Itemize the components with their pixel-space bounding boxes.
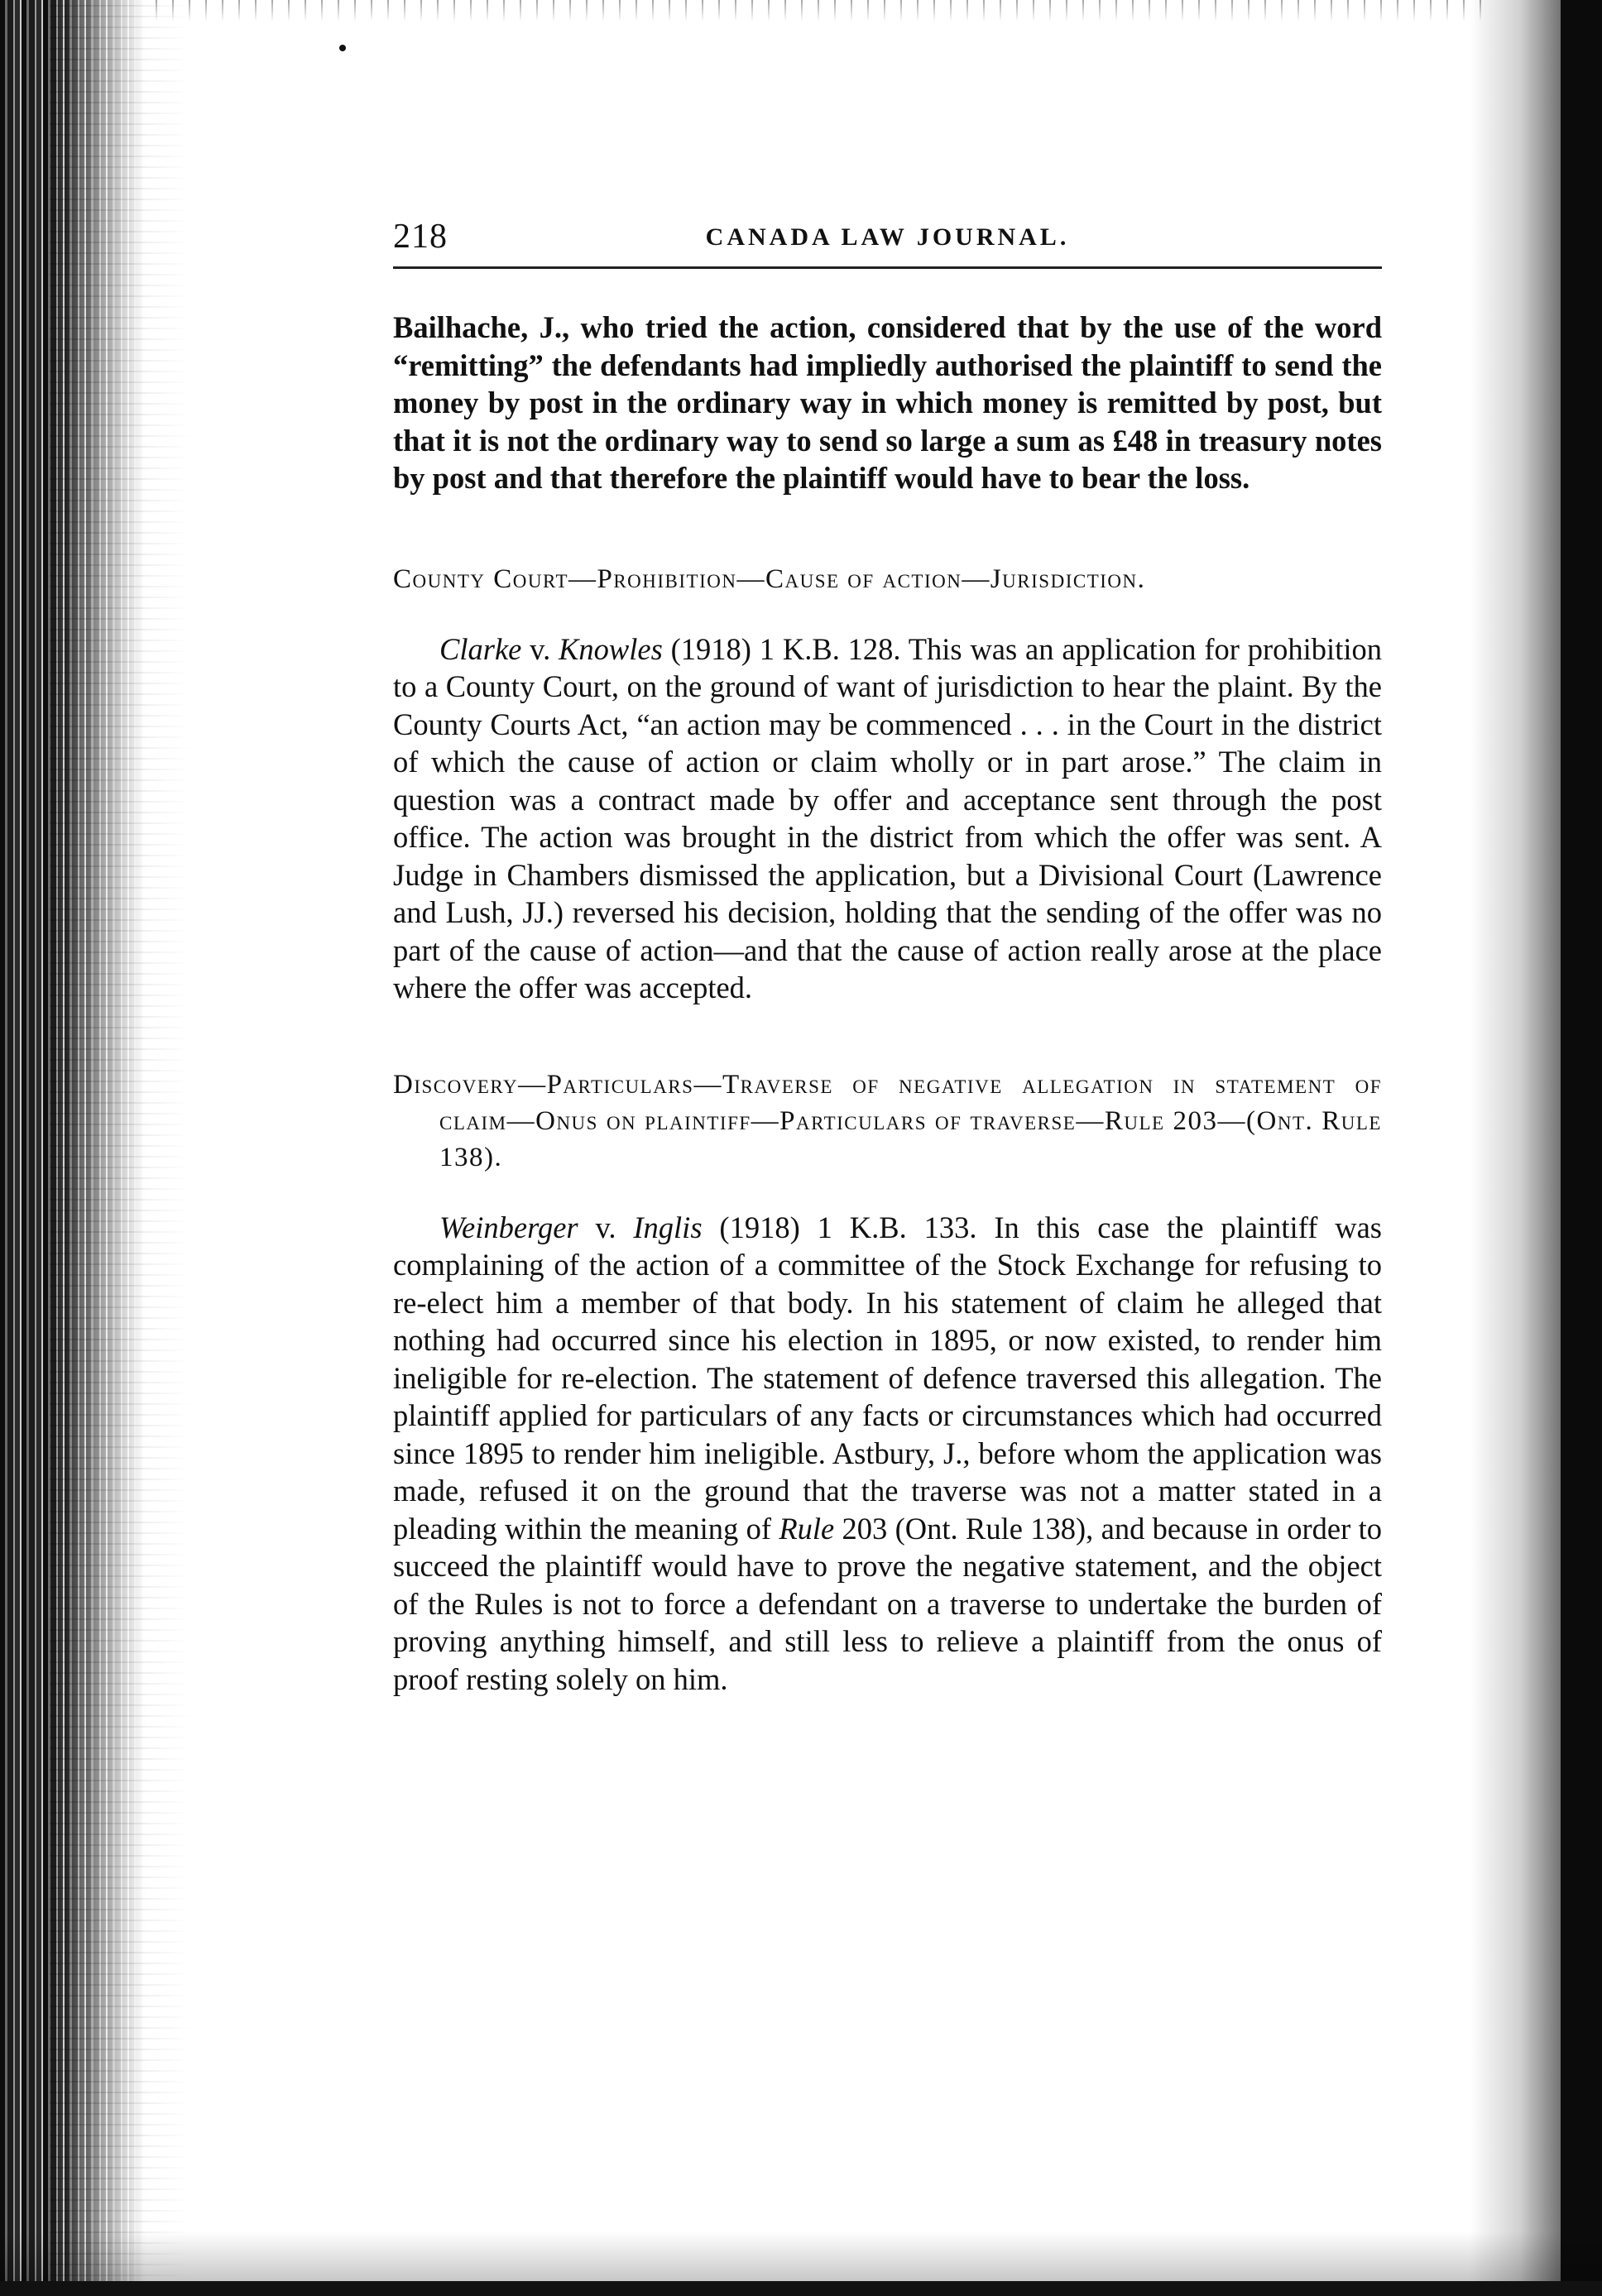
case-versus: v.	[578, 1210, 634, 1244]
running-header	[393, 217, 1382, 269]
case-name-plaintiff: Weinberger	[439, 1210, 578, 1244]
case-citation: (1918) 1 K.B. 128.	[662, 631, 909, 666]
discovery-paragraph	[393, 1209, 1382, 1699]
section-heading-county-court: County Court—Prohibition—Cause of action—Jurisdiction.	[393, 563, 1146, 594]
case-name-defendant: Knowles	[559, 631, 663, 666]
opening-paragraph: Bailhache, J., who tried the action, considered that by the use of the word “remitting” the defendants had impliedly authorised the plaintiff to send the money by post in the ordinary way in which money is remitted by post, but that it is not the ordinary way to send so large a sum as £48 in treasury notes by post and that therefore the plaintiff would have to bear the loss.	[393, 310, 1382, 495]
page-number: 218	[393, 218, 448, 256]
county-court-paragraph	[393, 630, 1382, 1007]
scan-margin-noise	[50, 0, 190, 2296]
case-body-part-2: 203 (Ont. Rule 138), and because in order to succeed the plaintiff would have to prove the negative statement, and the object of the Rules is not to force a defendant on a traverse to undertake the burden of proving anything himself, and still less to relieve a plaintiff from the onus of proof resting solely on him.	[393, 1511, 1382, 1696]
case-name-plaintiff: Clarke	[439, 631, 522, 666]
case-name-defendant: Inglis	[633, 1210, 703, 1244]
scan-bottom-edge	[0, 2281, 1602, 2296]
ink-dot	[339, 45, 346, 51]
case-body: This was an application for prohibition to a County Court, on the ground of want of jurisdiction to hear the plaint. By the County Courts Act, “an action may be commenced . . . in the Court in the district of which the cause of action or claim wholly or in part arose.” The claim in question was a contract made by offer and acceptance sent through the post office. The action was brought in the district from which the offer was sent. A Judge in Chambers dismissed the application, but a Divisional Court (Lawrence and Lush, JJ.) reversed his decision, holding that the sending of the offer was no part of the cause of action—and that the cause of action really arose at the place where the offer was accepted.	[393, 631, 1382, 1004]
scan-right-shadow	[1470, 0, 1561, 2296]
journal-title: CANADA LAW JOURNAL.	[705, 223, 1070, 251]
rule-reference: Rule	[779, 1511, 835, 1546]
scan-bottom-shadow	[0, 2231, 1602, 2281]
case-citation: (1918) 1 K.B. 133.	[702, 1210, 995, 1244]
section-heading-discovery: Discovery—Particulars—Traverse of negative allegation in statement of claim—Onus on plaintiff—Particulars of traverse—Rule 203—(Ont. Rule 138).	[393, 1069, 1382, 1172]
journal-page	[393, 217, 1382, 1698]
case-body-part-1: In this case the plaintiff was complaining of the action of a committee of the Stock Exchange for refusing to re-elect him a member of that body. In his statement of claim he alleged that nothing had occurred since his election in 1895, or now existed, to render him ineligible for re-election. The statement of defence traversed this allegation. The plaintiff applied for particulars of any facts or circumstances which had occurred since 1895 to render him ineligible. Astbury, J., before whom the application was made, refused it on the ground that the traverse was not a matter stated in a pleading within the meaning of	[393, 1210, 1382, 1546]
case-versus: v.	[521, 631, 559, 666]
scan-top-noise	[141, 0, 1481, 22]
scan-right-edge	[1561, 0, 1602, 2296]
